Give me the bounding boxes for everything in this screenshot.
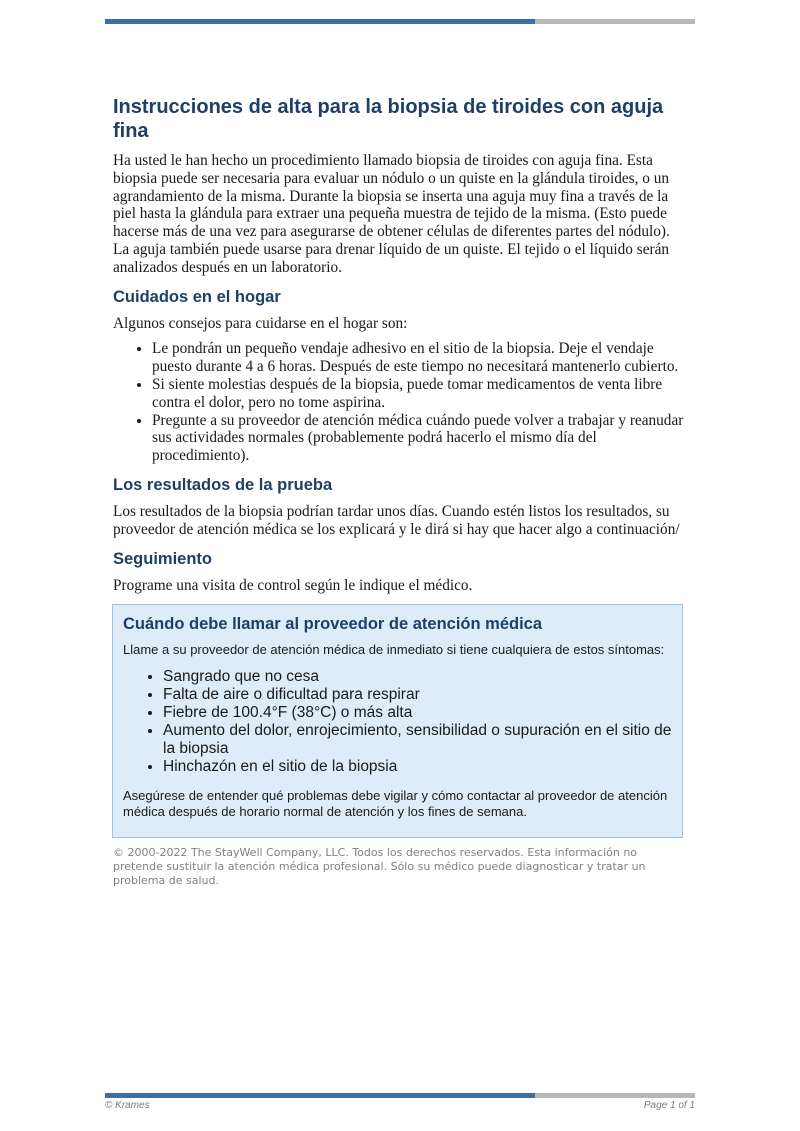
callout-heading: Cuándo debe llamar al proveedor de atención médica [123,615,543,634]
document-body [113,95,685,888]
followup-paragraph: Programe una visita de control según le indique el médico. [113,576,473,594]
symptom-list [123,668,672,776]
home-care-heading: Cuidados en el hogar [113,287,281,306]
footer-rule [105,1093,695,1098]
list-item: • Sangrado que no cesa [163,668,672,686]
header-rule [105,19,695,24]
header-rule-blue [105,19,535,24]
callout-closing: Asegúrese de entender qué problemas debe vigilar y cómo contactar al proveedor de atención médica después de horario normal de atención y los fines de semana. [123,788,668,820]
list-item: • Si siente molestias después de la biopsia, puede tomar medicamentos de venta libre contra el dolor, pero no tome aspirina. [152,376,685,412]
followup-heading: Seguimiento [113,549,213,568]
callout-lead: Llame a su proveedor de atención médica de inmediato si tiene cualquiera de estos síntomas: [123,642,665,658]
header-rule-gray [535,19,695,24]
page-footer [105,1100,695,1111]
list-item: • Aumento del dolor, enrojecimiento, sensibilidad o supuración en el sitio de la biopsia [163,722,672,758]
list-item: • Hinchazón en el sitio de la biopsia [163,758,672,776]
list-item: • Fiebre de 100.4°F (38°C) o más alta [163,704,672,722]
intro-paragraph: Ha usted le han hecho un procedimiento llamado biopsia de tiroides con aguja fina. Esta biopsia puede ser necesaria para evaluar un nódulo o un quiste en la glándula tiroides, o un agrandamiento de la misma. Durante la biopsia se inserta una aguja muy fina a través de la piel hasta la glándula para extraer una pequeña muestra de tejido de la misma. (Esto puede hacerse más de una vez para asegurarse de obtener células de diferentes partes del nódulo). La aguja también puede usarse para drenar líquido de un quiste. El tejido o el líquido serán analizados después en un laboratorio. [113,152,670,276]
page-number: Page 1 of 1 [643,1100,695,1111]
home-care-list [113,340,685,465]
copyright-notice: © 2000-2022 The StayWell Company, LLC. Todos los derechos reservados. Esta información no pretende sustituir la atención médica profesional. Sólo su médico puede diagnosticar y tratar un problema de salud. [113,846,646,888]
footer-brand: © Krames [105,1100,150,1111]
when-to-call-box [112,604,683,838]
footer-rule-gray [535,1093,695,1098]
footer-rule-blue [105,1093,535,1098]
list-item: • Falta de aire o dificultad para respirar [163,686,672,704]
home-care-lead: Algunos consejos para cuidarse en el hogar son: [113,314,408,332]
list-item: • Le pondrán un pequeño vendaje adhesivo en el sitio de la biopsia. Deje el vendaje puesto durante 4 a 6 horas. Después de este tiempo no necesitará mantenerlo cubierto. [152,340,685,376]
results-paragraph: Los resultados de la biopsia podrían tardar unos días. Cuando estén listos los resultados, su proveedor de atención médica se los explicará y le dirá si hay que hacer algo a continuación/ [113,502,680,538]
results-heading: Los resultados de la prueba [113,475,333,494]
list-item: • Pregunte a su proveedor de atención médica cuándo puede volver a trabajar y reanudar sus actividades normales (probablemente podrá hacerlo el mismo día del procedimiento). [152,412,685,465]
page-title: Instrucciones de alta para la biopsia de tiroides con aguja fina [113,96,664,142]
